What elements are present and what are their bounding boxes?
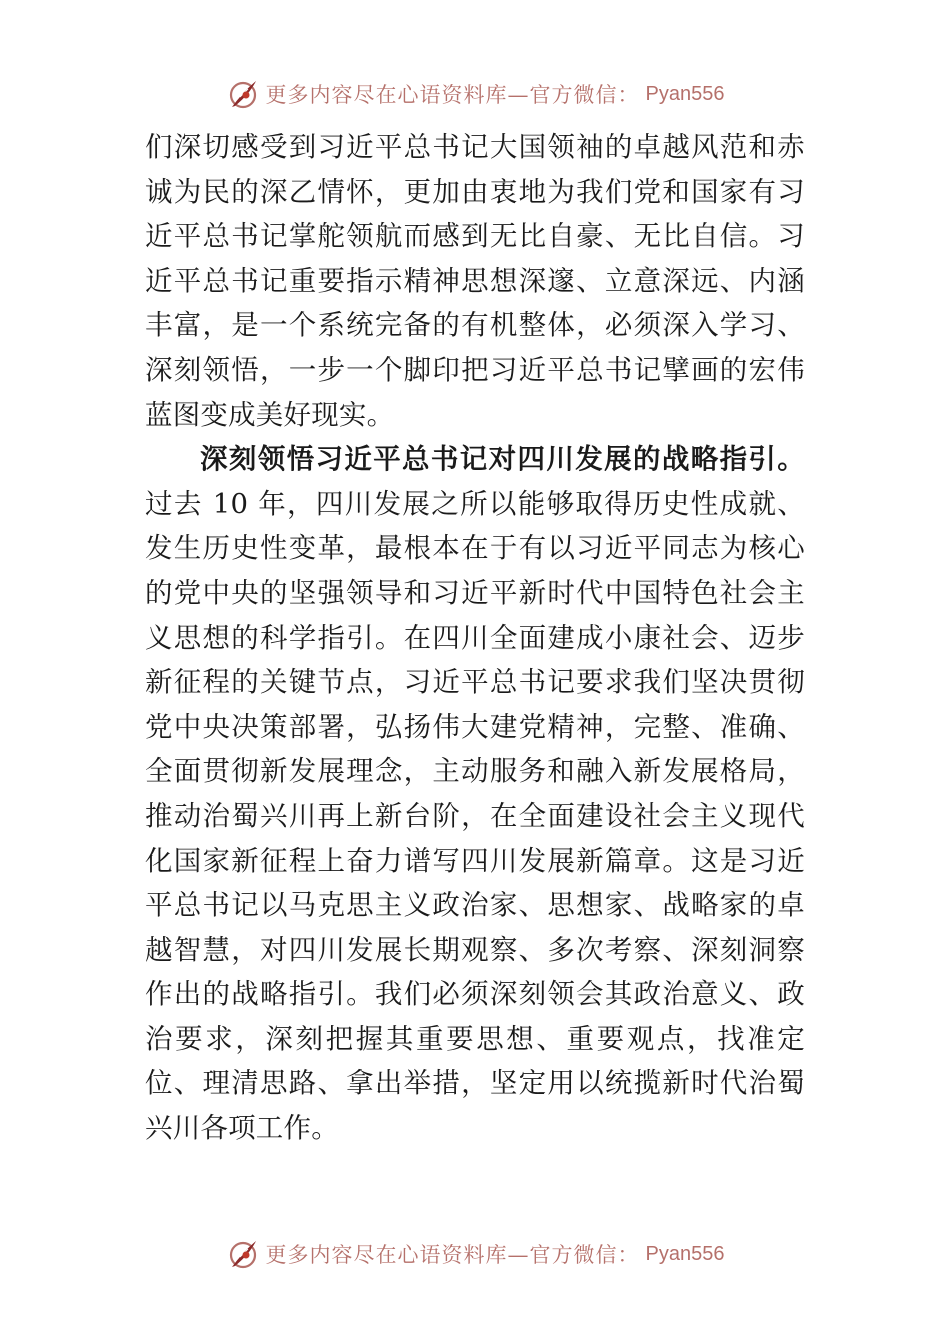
quill-pen-logo-icon — [226, 1237, 260, 1271]
footer-wechat-id: Pyan556 — [645, 1242, 725, 1265]
footer-banner-text: 更多内容尽在心语资料库—官方微信： — [265, 1243, 640, 1267]
paragraph-2 — [145, 437, 805, 1151]
header-banner-text: 更多内容尽在心语资料库—官方微信： — [265, 83, 640, 107]
paragraph-2-lead: 深刻领悟习近平总书记对四川发展的战略指引。 — [200, 443, 805, 476]
header-banner — [0, 70, 950, 118]
footer-banner — [0, 1230, 950, 1278]
quill-pen-logo-icon — [226, 77, 260, 111]
document-body — [145, 125, 805, 1151]
header-wechat-id: Pyan556 — [645, 82, 725, 105]
paragraph-1: 们深切感受到习近平总书记大国领袖的卓越风范和赤诚为民的深乙情怀，更加由衷地为我们党和国家有习近平总书记掌舵领航而感到无比自豪、无比自信。习近平总书记重要指示精神思想深邃、立意深远、内涵丰富，是一个系统完备的有机整体，必须深入学习、深刻领悟，一步一个脚印把习近平总书记擘画的宏伟蓝图变成美好现实。 — [145, 131, 805, 431]
paragraph-2-body: 过去 10 年，四川发展之所以能够取得历史性成就、发生历史性变革，最根本在于有以习近平同志为核心的党中央的坚强领导和习近平新时代中国特色社会主义思想的科学指引。在四川全面建成小康社会、迈步新征程的关键节点，习近平总书记要求我们坚决贯彻党中央决策部署，弘扬伟大建党精神，完整、准确、全面贯彻新发展理念，主动服务和融入新发展格局，推动治蜀兴川再上新台阶，在全面建设社会主义现代化国家新征程上奋力谱写四川发展新篇章。这是习近平总书记以马克思主义政治家、思想家、战略家的卓越智慧，对四川发展长期观察、多次考察、深刻洞察作出的战略指引。我们必须深刻领会其政治意义、政治要求，深刻把握其重要思想、重要观点，找准定位、理清思路、拿出举措，坚定用以统揽新时代治蜀兴川各项工作。 — [145, 487, 805, 1145]
